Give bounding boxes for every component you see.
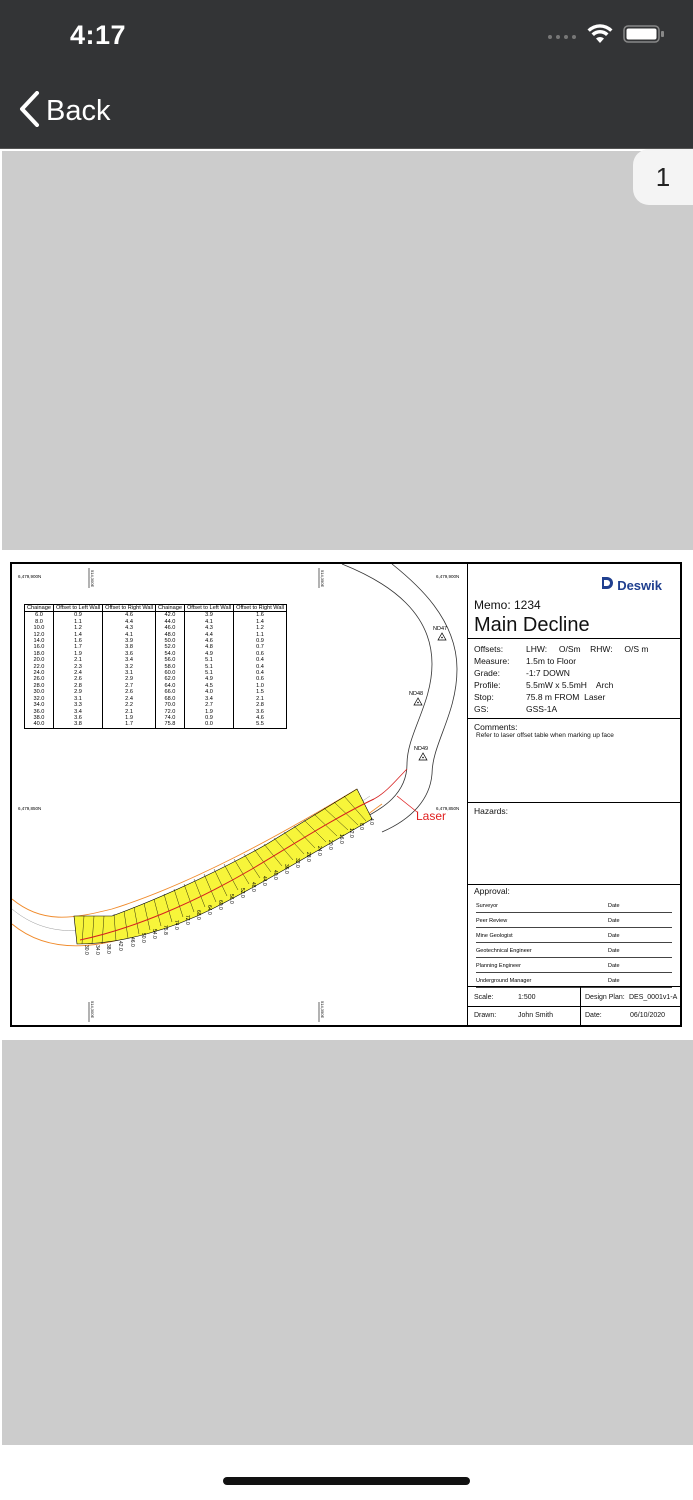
- nav-bar: [0, 75, 693, 149]
- svg-text:74.0: 74.0: [173, 920, 179, 930]
- offset-table-cell: 64.0: [155, 683, 184, 689]
- status-time: 4:17: [70, 20, 127, 50]
- coord-n-top-left: 6,479,900N: [18, 574, 42, 579]
- approval-date: Date: [608, 948, 620, 954]
- offset-table-cell: 4.3: [184, 625, 233, 631]
- offset-table-cell: 10.0: [25, 625, 54, 631]
- offset-table-cell: 12.0: [25, 632, 54, 638]
- document-page: [2, 550, 693, 1039]
- offset-table-cell: 26.0: [25, 676, 54, 682]
- status-bar: [0, 0, 693, 75]
- offsets-value: LHW: O/Sm RHW: O/S m: [526, 644, 649, 654]
- comments-label: Comments:: [474, 722, 518, 732]
- offset-table-header-cell: Chainage: [155, 605, 184, 612]
- survey-station-nd48: [409, 691, 423, 705]
- svg-text:52.0: 52.0: [239, 888, 245, 898]
- offset-table-cell: 66.0: [155, 689, 184, 695]
- offset-table-cell: 74.0: [155, 715, 184, 721]
- offset-table-cell: 2.8: [53, 683, 102, 689]
- comments-value: Refer to laser offset table when marking up face: [476, 732, 614, 739]
- approval-date: Date: [608, 978, 620, 984]
- offset-table-cell: 4.9: [184, 651, 233, 657]
- table-row: [25, 612, 287, 619]
- offset-table-cell: 62.0: [155, 676, 184, 682]
- svg-text:4.0: 4.0: [368, 818, 374, 825]
- gs-value: GSS-1A: [526, 704, 558, 714]
- offset-table-cell: 46.0: [155, 625, 184, 631]
- approval-role: Geotechnical Engineer: [476, 948, 532, 954]
- svg-text:ND48: ND48: [409, 691, 424, 697]
- offset-table-cell: 4.4: [103, 619, 156, 625]
- offset-table-cell: 2.6: [53, 676, 102, 682]
- offset-table-cell: 3.6: [234, 709, 287, 715]
- offset-table-cell: 3.8: [103, 644, 156, 650]
- offset-table-cell: 4.6: [184, 638, 233, 644]
- approval-date: Date: [608, 918, 620, 924]
- svg-text:34.0: 34.0: [94, 945, 100, 955]
- offset-table-cell: 56.0: [155, 657, 184, 663]
- approval-role: Surveyor: [476, 903, 499, 909]
- offset-table-cell: 2.4: [53, 670, 102, 676]
- offset-table-cell: 4.9: [184, 676, 233, 682]
- offset-table-header-cell: Chainage: [25, 605, 54, 612]
- offset-table-cell: 2.1: [234, 696, 287, 702]
- svg-text:12.0: 12.0: [348, 828, 354, 838]
- svg-text:72.0: 72.0: [184, 915, 190, 925]
- offset-table-cell: 52.0: [155, 644, 184, 650]
- offset-table-cell: 44.0: [155, 619, 184, 625]
- offset-table-header-cell: Offset to Right Wall: [103, 605, 156, 612]
- chevron-left-icon: [18, 91, 40, 132]
- approval-role: Underground Manager: [476, 978, 532, 984]
- page-blank-top: [2, 151, 693, 550]
- decline-fill: [74, 789, 372, 944]
- title-block: [468, 564, 680, 1025]
- offset-table-cell: 60.0: [155, 670, 184, 676]
- offset-table-cell: 36.0: [25, 709, 54, 715]
- survey-station-nd49: [414, 746, 428, 760]
- table-row: [25, 721, 287, 728]
- svg-text:56.0: 56.0: [228, 894, 234, 904]
- offset-table-cell: 20.0: [25, 657, 54, 663]
- signal-icon: [547, 28, 577, 46]
- offset-table-cell: 75.8: [155, 721, 184, 728]
- svg-text:48.0: 48.0: [250, 882, 256, 892]
- offset-table-cell: 16.0: [25, 644, 54, 650]
- coord-n-top-right: 6,479,900N: [436, 574, 460, 579]
- svg-text:68.0: 68.0: [195, 910, 201, 920]
- offset-table-cell: 0.4: [234, 670, 287, 676]
- approval-date: Date: [608, 903, 620, 909]
- svg-text:60.0: 60.0: [217, 900, 223, 910]
- approval-row: [476, 898, 672, 913]
- approval-label: Approval:: [474, 886, 510, 896]
- offset-table-cell: 2.4: [103, 696, 156, 702]
- offset-table-cell: 0.4: [234, 664, 287, 670]
- memo-text: Memo: 1234: [474, 598, 541, 612]
- offset-table-cell: 4.5: [184, 683, 233, 689]
- offset-table-cell: 3.9: [184, 612, 233, 619]
- offset-table-cell: 72.0: [155, 709, 184, 715]
- offset-table-cell: 24.0: [25, 670, 54, 676]
- offset-table-cell: 3.9: [103, 638, 156, 644]
- approval-row: [476, 913, 672, 928]
- offset-table-cell: 5.1: [184, 657, 233, 663]
- offset-table-cell: 70.0: [155, 702, 184, 708]
- offset-table-cell: 1.9: [184, 709, 233, 715]
- offset-table-cell: 2.1: [103, 709, 156, 715]
- coord-e-bottom-right: 514,350E: [320, 1001, 325, 1019]
- scale-label: Scale:: [474, 994, 494, 1001]
- offset-table-cell: 2.3: [53, 664, 102, 670]
- offset-table-cell: 5.1: [184, 664, 233, 670]
- offset-table-cell: 8.0: [25, 619, 54, 625]
- laser-label: Laser: [416, 809, 447, 823]
- offset-table-cell: 1.7: [53, 644, 102, 650]
- offset-table-cell: 5.1: [184, 670, 233, 676]
- svg-text:30.0: 30.0: [83, 945, 89, 955]
- offset-table-cell: 28.0: [25, 683, 54, 689]
- offset-table-cell: 18.0: [25, 651, 54, 657]
- svg-text:ND47: ND47: [433, 626, 448, 632]
- back-button[interactable]: [18, 91, 110, 131]
- offset-table-cell: 48.0: [155, 632, 184, 638]
- svg-text:38.0: 38.0: [105, 944, 111, 954]
- approval-row: [476, 943, 672, 958]
- home-indicator[interactable]: [223, 1477, 470, 1485]
- offset-table-cell: 3.4: [184, 696, 233, 702]
- offset-table-cell: 1.2: [234, 625, 287, 631]
- status-icons: [547, 24, 665, 49]
- offset-table-cell: 3.2: [103, 664, 156, 670]
- drawn-value: John Smith: [518, 1012, 554, 1019]
- offset-table-cell: 1.9: [103, 715, 156, 721]
- document-viewer[interactable]: [0, 149, 693, 1445]
- approval-role: Peer Review: [476, 918, 508, 924]
- battery-icon: [623, 24, 665, 49]
- svg-text:8.0: 8.0: [358, 823, 364, 830]
- svg-text:28.0: 28.0: [305, 852, 311, 862]
- svg-text:46.0: 46.0: [129, 937, 135, 947]
- offset-table-cell: 1.7: [103, 721, 156, 728]
- offset-table-cell: 34.0: [25, 702, 54, 708]
- design-plan-value: DES_0001v1-A: [629, 994, 678, 1001]
- drawing-title: Main Decline: [474, 614, 590, 636]
- back-label: Back: [46, 94, 111, 127]
- offset-table-cell: 42.0: [155, 612, 184, 619]
- approval-date: Date: [608, 963, 620, 969]
- coord-e-top-right: 514,350E: [320, 570, 325, 588]
- offset-table-cell: 3.1: [53, 696, 102, 702]
- offset-table-header-cell: Offset to Left Wall: [53, 605, 102, 612]
- profile-label: Profile:: [474, 680, 501, 690]
- offset-table-cell: 2.9: [53, 689, 102, 695]
- svg-text:42.0: 42.0: [117, 941, 123, 951]
- svg-text:64.0: 64.0: [206, 905, 212, 915]
- offsets-label: Offsets:: [474, 644, 504, 654]
- offset-table-cell: 32.0: [25, 696, 54, 702]
- grade-label: Grade:: [474, 668, 500, 678]
- wifi-icon: [587, 24, 613, 49]
- offset-table-cell: 3.8: [53, 721, 102, 728]
- offset-table-cell: 1.5: [234, 689, 287, 695]
- offset-table-cell: 68.0: [155, 696, 184, 702]
- offset-table-cell: 0.7: [234, 644, 287, 650]
- laser-offset-table: [24, 604, 287, 729]
- offset-table-cell: 2.1: [53, 657, 102, 663]
- approval-list: [476, 898, 672, 988]
- offset-table-cell: 1.6: [234, 612, 287, 619]
- measure-label: Measure:: [474, 656, 510, 666]
- offset-table-cell: 1.6: [53, 638, 102, 644]
- svg-text:36.0: 36.0: [283, 864, 289, 874]
- offset-table-cell: 5.5: [234, 721, 287, 728]
- offset-table-cell: 0.4: [234, 657, 287, 663]
- offset-table-cell: 2.2: [103, 702, 156, 708]
- svg-text:32.0: 32.0: [294, 858, 300, 868]
- deswik-logo: Deswik: [601, 576, 662, 595]
- offset-table-cell: 40.0: [25, 721, 54, 728]
- svg-text:ND49: ND49: [414, 746, 429, 752]
- offset-table-cell: 2.6: [103, 689, 156, 695]
- offset-table-cell: 2.9: [103, 676, 156, 682]
- approval-role: Mine Geologist: [476, 933, 513, 939]
- offset-table-cell: 4.4: [184, 632, 233, 638]
- svg-text:24.0: 24.0: [316, 846, 322, 856]
- scale-value: 1:500: [518, 994, 536, 1001]
- svg-text:75.8: 75.8: [162, 925, 168, 935]
- offset-table-cell: 50.0: [155, 638, 184, 644]
- offset-table-cell: 0.6: [234, 676, 287, 682]
- offset-table-cell: 4.6: [103, 612, 156, 619]
- date-label: Date:: [585, 1012, 602, 1019]
- offset-table-cell: 4.1: [103, 632, 156, 638]
- offset-table-cell: 2.8: [234, 702, 287, 708]
- offset-table-cell: 3.4: [103, 657, 156, 663]
- gs-label: GS:: [474, 704, 489, 714]
- offset-table-cell: 1.1: [234, 632, 287, 638]
- offset-table-cell: 3.6: [103, 651, 156, 657]
- measure-value: 1.5m to Floor: [526, 656, 577, 666]
- deswik-logo-icon: [601, 576, 613, 595]
- coord-n-mid-right: 6,479,850N: [436, 806, 460, 811]
- date-value: 06/10/2020: [630, 1012, 666, 1019]
- offset-table-cell: 4.1: [184, 619, 233, 625]
- svg-text:20.0: 20.0: [327, 840, 333, 850]
- offset-table-cell: 3.4: [53, 709, 102, 715]
- offset-table-cell: 4.0: [184, 689, 233, 695]
- offset-table-cell: 22.0: [25, 664, 54, 670]
- offset-table-cell: 2.7: [184, 702, 233, 708]
- offset-table-cell: 0.9: [184, 715, 233, 721]
- offset-table-cell: 1.9: [53, 651, 102, 657]
- offset-table-cell: 1.2: [53, 625, 102, 631]
- offset-table-cell: 6.0: [25, 612, 54, 619]
- stop-label: Stop:: [474, 692, 494, 702]
- svg-text:50.0: 50.0: [140, 933, 146, 943]
- svg-text:54.0: 54.0: [151, 929, 157, 939]
- offset-table-cell: 3.1: [103, 670, 156, 676]
- page-blank-bottom: [2, 1040, 693, 1445]
- offset-table-cell: 58.0: [155, 664, 184, 670]
- approval-date: Date: [608, 933, 620, 939]
- offset-table-cell: 3.3: [53, 702, 102, 708]
- offset-table-cell: 1.4: [53, 632, 102, 638]
- offset-table-header-cell: Offset to Left Wall: [184, 605, 233, 612]
- offset-table-cell: 1.1: [53, 619, 102, 625]
- offset-table-cell: 54.0: [155, 651, 184, 657]
- svg-text:16.0: 16.0: [338, 834, 344, 844]
- approval-row: [476, 928, 672, 943]
- offset-table-header-cell: Offset to Right Wall: [234, 605, 287, 612]
- offset-table-cell: 2.7: [103, 683, 156, 689]
- page-number-badge: 1: [633, 149, 693, 205]
- offset-table-cell: 14.0: [25, 638, 54, 644]
- coord-e-bottom-left: 514,300E: [90, 1001, 95, 1019]
- offset-table-cell: 1.4: [234, 619, 287, 625]
- offset-table-cell: 30.0: [25, 689, 54, 695]
- offset-table-cell: 3.6: [53, 715, 102, 721]
- offset-table-cell: 1.0: [234, 683, 287, 689]
- profile-value: 5.5mW x 5.5mH Arch: [526, 680, 614, 690]
- drawn-label: Drawn:: [474, 1012, 497, 1019]
- offset-table-cell: 0.9: [53, 612, 102, 619]
- offset-table-cell: 0.6: [234, 651, 287, 657]
- design-plan-label: Design Plan:: [585, 994, 625, 1001]
- offset-table-header: [25, 605, 287, 612]
- coord-e-top-left: 514,300E: [90, 570, 95, 588]
- offset-table-cell: 0.9: [234, 638, 287, 644]
- offset-table-cell: 4.8: [184, 644, 233, 650]
- stop-value: 75.8 m FROM Laser: [526, 692, 606, 702]
- offset-table-cell: 38.0: [25, 715, 54, 721]
- offset-table-cell: 4.3: [103, 625, 156, 631]
- coord-n-mid-left: 6,479,850N: [18, 806, 42, 811]
- grade-value: -1:7 DOWN: [526, 668, 570, 678]
- offset-table-body: [25, 612, 287, 728]
- offset-table-cell: 0.0: [184, 721, 233, 728]
- survey-station-nd47: [433, 626, 447, 640]
- svg-text:44.0: 44.0: [261, 876, 267, 886]
- approval-row: [476, 958, 672, 973]
- svg-text:40.0: 40.0: [272, 870, 278, 880]
- drawing-sheet: [10, 562, 682, 1027]
- hazards-label: Hazards:: [474, 806, 509, 816]
- approval-role: Planning Engineer: [476, 963, 521, 969]
- offset-table-cell: 4.6: [234, 715, 287, 721]
